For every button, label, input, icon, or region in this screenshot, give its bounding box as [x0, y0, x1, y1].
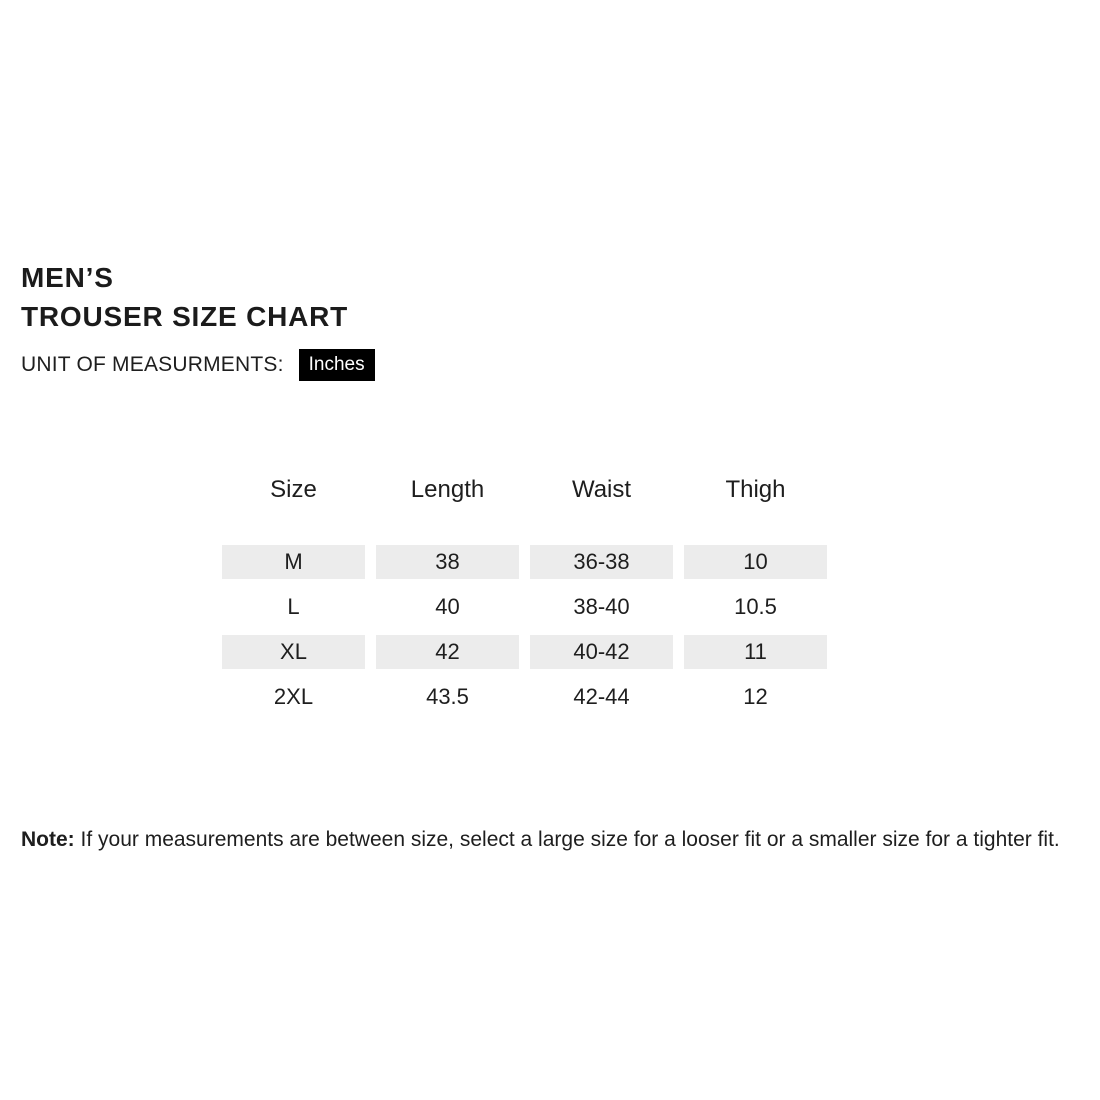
table-row-l-length: 40: [376, 590, 519, 624]
table-row-m-thigh: 10: [684, 545, 827, 579]
table-body: [222, 545, 832, 714]
table-row-m-waist: 36-38: [530, 545, 673, 579]
column-header-waist: Waist: [571, 476, 632, 503]
table-row-l-thigh: 10.5: [684, 590, 827, 624]
table-row-l-waist: 38-40: [530, 590, 673, 624]
table-row-m-length: 38: [376, 545, 519, 579]
page-title-line2: TROUSER SIZE CHART: [21, 301, 349, 332]
table-row-2xl-waist: 42-44: [530, 680, 673, 714]
table-row-2xl-thigh: 12: [684, 680, 827, 714]
unit-value-badge: Inches: [299, 349, 375, 381]
chart-header: [21, 258, 348, 336]
column-header-thigh: Thigh: [725, 476, 786, 503]
column-header-length: Length: [410, 476, 485, 503]
table-row-l-size: L: [222, 590, 365, 624]
size-chart-table: [222, 472, 832, 714]
column-header-size: Size: [270, 476, 317, 503]
page-title-line1: MEN’S: [21, 262, 114, 293]
unit-of-measurement-row: [21, 349, 375, 381]
table-row-xl-size: XL: [222, 635, 365, 669]
table-row-2xl-size: 2XL: [222, 680, 365, 714]
note-text: If your measurements are between size, select a large size for a looser fit or a smaller size for a tighter fit.: [74, 828, 1060, 851]
table-row-xl-length: 42: [376, 635, 519, 669]
table-row-xl-thigh: 11: [684, 635, 827, 669]
table-row-xl-waist: 40-42: [530, 635, 673, 669]
table-row-2xl-length: 43.5: [376, 680, 519, 714]
unit-label: UNIT OF MEASURMENTS:: [21, 353, 284, 376]
table-row-m-size: M: [222, 545, 365, 579]
fit-note: [21, 825, 1083, 854]
table-header-row: [222, 472, 832, 508]
note-label: Note:: [21, 828, 75, 851]
